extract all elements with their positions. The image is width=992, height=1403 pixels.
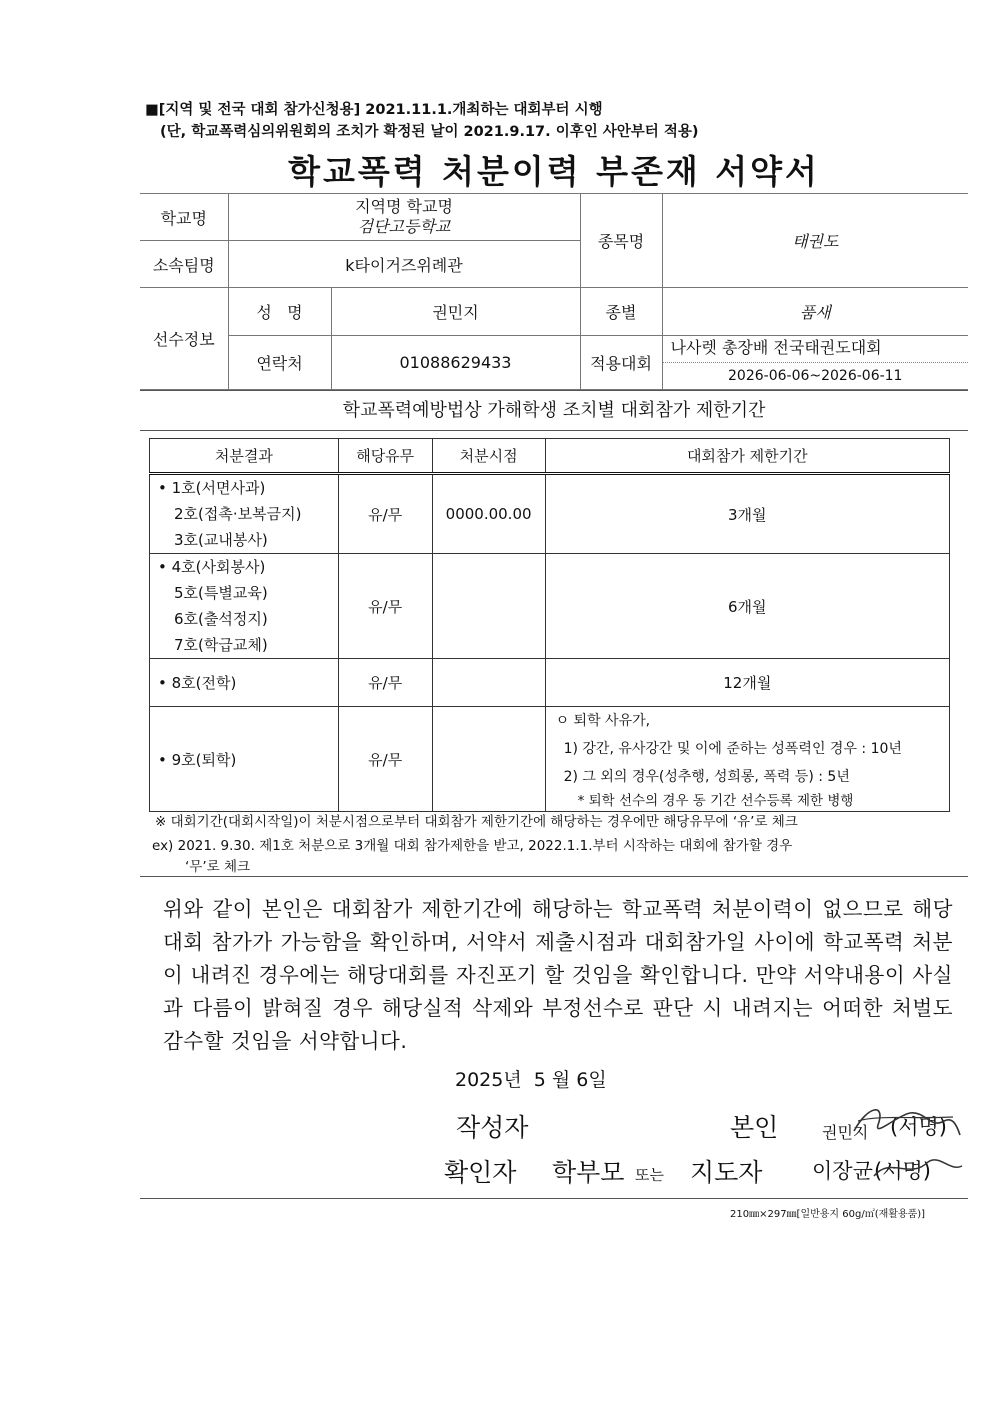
limit-value: 12개월 (545, 659, 949, 707)
table-row (150, 707, 950, 812)
signature-mark (848, 1095, 963, 1145)
sanction-item: 7호(학급교체) (174, 636, 268, 654)
note-1: ※ 대회기간(대회시작일)이 처분시점으로부터 대회참가 제한기간에 해당하는 경우에만 해당유무에 ‘유’로 체크 (155, 814, 798, 830)
school-head: 지역명 학교명 (355, 197, 453, 216)
team-label: 소속팀명 (140, 241, 228, 288)
sanction-item: 6호(출석정지) (174, 610, 268, 628)
sport-label: 종목명 (580, 194, 662, 288)
coach-sign-suffix: (서명) (874, 1159, 931, 1183)
school-value: 검단고등학교 (357, 217, 451, 236)
school-label: 학교명 (140, 194, 228, 241)
self-name: 권민지 (822, 1123, 869, 1142)
limit-value: 3개월 (545, 474, 949, 554)
coach-label: 지도자 (690, 1158, 763, 1187)
parent-label: 학부모 (552, 1158, 625, 1187)
expulsion-note: * 퇴학 선수의 경우 동 기간 선수등록 제한 병행 (577, 793, 854, 809)
paper-spec: 210㎜×297㎜[일반용지 60g/㎡(재활용품)] (730, 1209, 926, 1220)
col-header-result: 처분결과 (150, 439, 339, 474)
sanction-date[interactable] (432, 707, 545, 812)
event-dates: 2026-06-06~2026-06-11 (728, 368, 903, 384)
team-value: k타이거즈위례관 (228, 241, 580, 288)
divider (140, 430, 968, 431)
note-2: ex) 2021. 9.30. 제1호 처분으로 3개월 대회 참가제한을 받고, 2022.1.1.부터 시작하는 대회에 참가할 경우 (152, 838, 793, 854)
divider (140, 390, 968, 391)
player-info-label: 선수정보 (140, 288, 228, 390)
expulsion-note: 1) 강간, 유사강간 및 이에 준하는 성폭력인 경우 : 10년 (563, 741, 902, 757)
sign-date: 2025년 5 월 6일 (455, 1069, 607, 1091)
applicable-value[interactable]: 유/무 (338, 554, 432, 659)
divider (140, 1198, 968, 1199)
event-name: 나사렛 총장배 전국태권도대회 (663, 336, 969, 363)
sanction-item: 3호(교내봉사) (174, 531, 268, 549)
expulsion-note: ㅇ 퇴학 사유가, (555, 713, 651, 729)
name-label: 성 명 (228, 288, 331, 336)
contact-label: 연락처 (228, 336, 331, 390)
expulsion-note: 2) 그 외의 경우(성추행, 성희롱, 폭력 등) : 5년 (563, 769, 850, 785)
pledge-text: 위와 같이 본인은 대회참가 제한기간에 해당하는 학교폭력 처분이력이 없으므로 해당 대회 참가가 가능함을 확인하며, 서약서 제출시점과 대회참가일 사이에 학교폭력 처분이 내려진 경우에는 해당대회를 자진포기 할 것임을 확인합니다. 만약 서약내용이 사실과 다름이 밝혀질 경우 해당실적 삭제와 부정선수로 판단 시 내려지는 어떠한 처벌도 감수할 것임을 서약합니다. (163, 897, 953, 1053)
event-label: 적용대회 (580, 336, 662, 390)
applicable-value[interactable]: 유/무 (338, 659, 432, 707)
self-sign-suffix: (서명) (890, 1115, 947, 1139)
category-value: 품새 (662, 288, 968, 336)
header-line-1: ■[지역 및 전국 대회 참가신청용] 2021.11.1.개최하는 대회부터 시행 (145, 102, 603, 118)
name-value: 권민지 (331, 288, 580, 336)
sanction-item: 2호(접촉·보복금지) (174, 505, 302, 523)
sanction-date[interactable] (432, 659, 545, 707)
section-title: 학교폭력예방법상 가해학생 조치별 대회참가 제한기간 (342, 400, 766, 421)
or-label: 또는 (635, 1166, 664, 1184)
coach-name: 이장균 (812, 1159, 873, 1183)
confirmer-label: 확인자 (444, 1158, 517, 1187)
category-label: 종별 (580, 288, 662, 336)
sanction-table (149, 438, 950, 812)
divider (140, 876, 968, 877)
table-row (150, 554, 950, 659)
applicable-value[interactable]: 유/무 (338, 707, 432, 812)
sport-value: 태권도 (662, 194, 968, 288)
col-header-limit: 대회참가 제한기간 (545, 439, 949, 474)
col-header-applicable: 해당유무 (338, 439, 432, 474)
sanction-date[interactable]: 0000.00.00 (432, 474, 545, 554)
table-row (150, 659, 950, 707)
sanction-item: 5호(특별교육) (174, 584, 268, 602)
contact-value: 01088629433 (331, 336, 580, 390)
sanction-item: • 8호(전학) (150, 659, 339, 707)
limit-value: 6개월 (545, 554, 949, 659)
coach-signature-mark (870, 1150, 965, 1184)
sanction-item: • 9호(퇴학) (150, 707, 339, 812)
applicable-value[interactable]: 유/무 (338, 474, 432, 554)
header-line-2: (단, 학교폭력심의위원회의 조치가 확정된 날이 2021.9.17. 이후인 사안부터 적용) (160, 124, 699, 140)
table-row (150, 474, 950, 554)
sanction-date[interactable] (432, 554, 545, 659)
sanction-item: • 1호(서면사과) (158, 479, 266, 497)
col-header-date: 처분시점 (432, 439, 545, 474)
page-title: 학교폭력 처분이력 부존재 서약서 (288, 152, 820, 191)
sanction-item: • 4호(사회봉사) (158, 558, 266, 576)
self-label: 본인 (730, 1113, 779, 1142)
player-info-table (140, 193, 968, 390)
writer-label: 작성자 (456, 1113, 529, 1142)
note-2-cont: ‘무’로 체크 (185, 859, 251, 875)
